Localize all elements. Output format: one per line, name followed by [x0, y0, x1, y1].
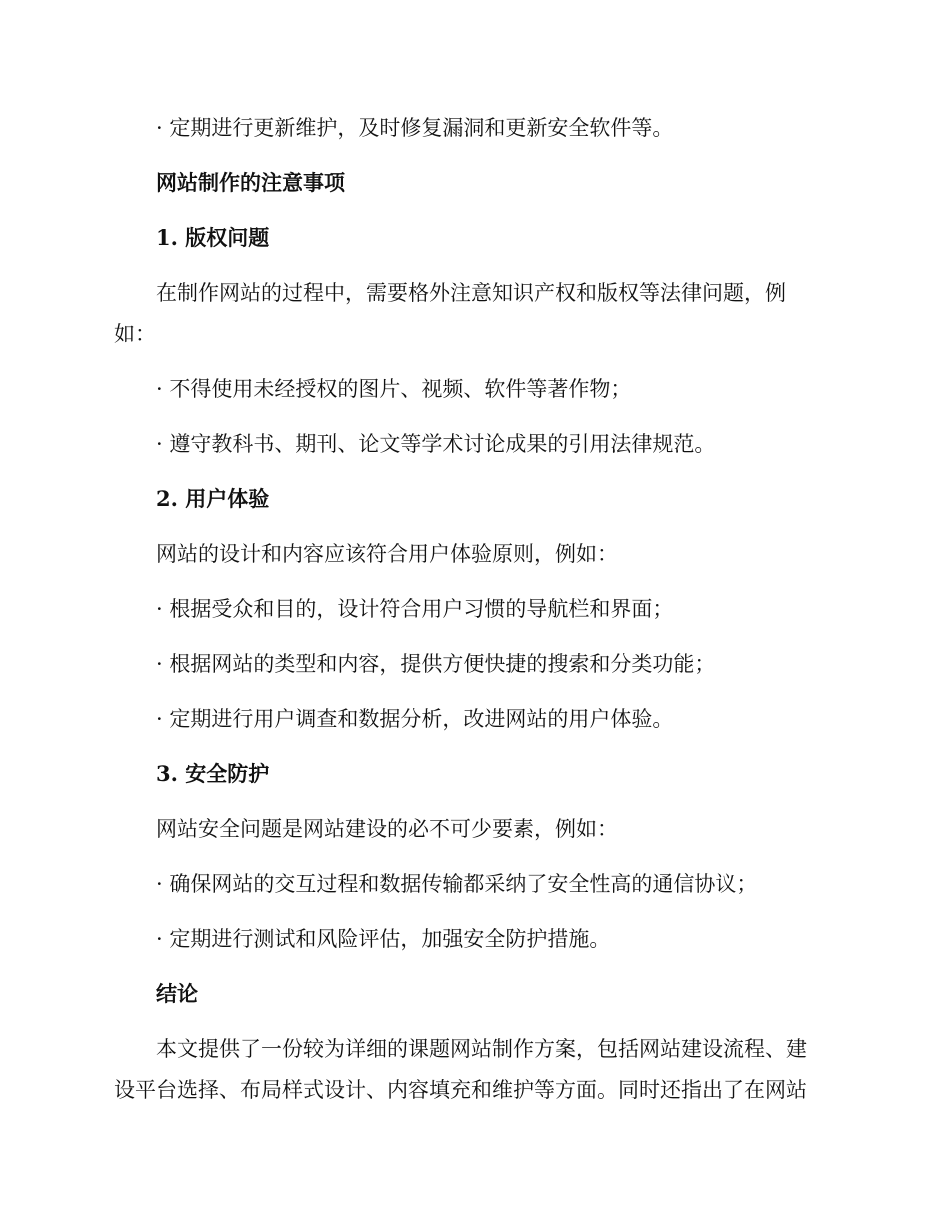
bullet-item: · 确保网站的交互过程和数据传输都采纳了安全性高的通信协议；: [156, 872, 758, 896]
section-intro-user-experience: 网站的设计和内容应该符合用户体验原则，例如：: [156, 542, 618, 566]
bullet-item: · 遵守教科书、期刊、论文等学术讨论成果的引用法律规范。: [156, 432, 716, 456]
heading-notes: 网站制作的注意事项: [156, 170, 345, 195]
section-title-copyright: 1. 版权问题: [156, 225, 270, 250]
section-intro-copyright-line1: 在制作网站的过程中，需要格外注意知识产权和版权等法律问题，例: [156, 281, 786, 305]
bullet-item: · 根据受众和目的，设计符合用户习惯的导航栏和界面；: [156, 597, 674, 621]
bullet-item: · 不得使用未经授权的图片、视频、软件等著作物；: [156, 377, 632, 401]
section-intro-copyright-line2: 如：: [114, 322, 156, 346]
conclusion-line2: 设平台选择、布局样式设计、内容填充和维护等方面。同时还指出了在网站: [114, 1078, 807, 1102]
section-title-user-experience: 2. 用户体验: [156, 486, 270, 511]
section-title-conclusion: 结论: [156, 981, 198, 1006]
bullet-item: · 定期进行测试和风险评估，加强安全防护措施。: [156, 927, 611, 951]
bullet-item: · 根据网站的类型和内容，提供方便快捷的搜索和分类功能；: [156, 652, 716, 676]
section-intro-security: 网站安全问题是网站建设的必不可少要素，例如：: [156, 817, 618, 841]
bullet-item: · 定期进行用户调查和数据分析，改进网站的用户体验。: [156, 707, 674, 731]
bullet-update-maintenance: · 定期进行更新维护，及时修复漏洞和更新安全软件等。: [156, 116, 674, 140]
section-title-security: 3. 安全防护: [156, 761, 270, 786]
conclusion-line1: 本文提供了一份较为详细的课题网站制作方案，包括网站建设流程、建: [156, 1037, 807, 1061]
